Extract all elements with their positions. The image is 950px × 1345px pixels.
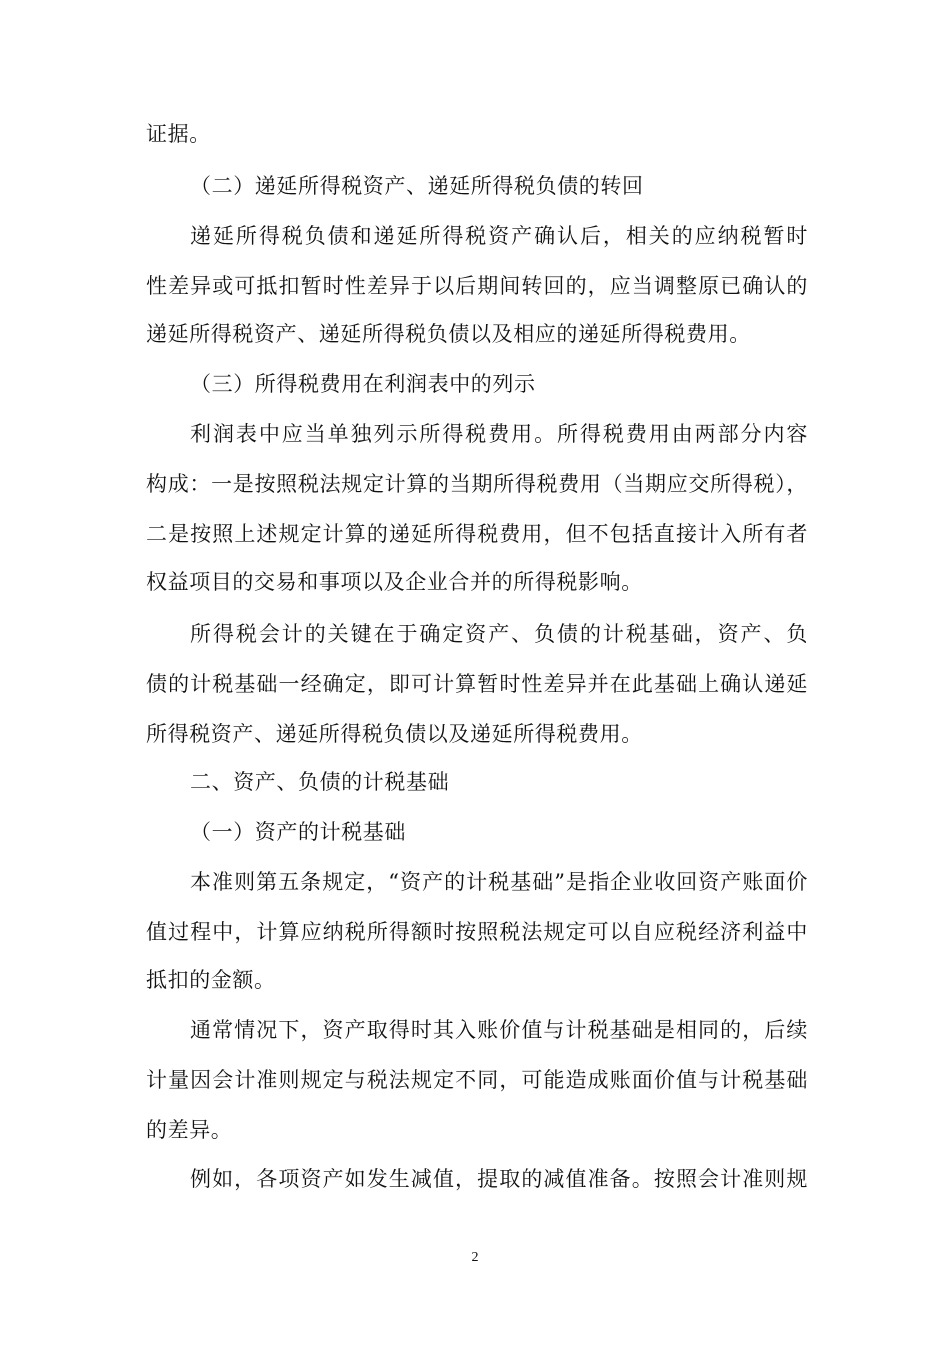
text-line-10: 权益项目的交易和事项以及企业合并的所得税影响。 (146, 570, 643, 594)
text-line-16: 本准则第五条规定，“资产的计税基础”是指企业收回资产账面价 (190, 870, 808, 894)
text-line-3: 递延所得税负债和递延所得税资产确认后，相关的应纳税暂时 (190, 224, 808, 248)
text-line-19: 通常情况下，资产取得时其入账价值与计税基础是相同的，后续 (190, 1018, 808, 1042)
text-line-22: 例如，各项资产如发生减值，提取的减值准备。按照会计准则规 (190, 1167, 808, 1191)
text-line-21: 的差异。 (146, 1118, 233, 1142)
text-line-5: 递延所得税资产、递延所得税负债以及相应的递延所得税费用。 (146, 322, 751, 346)
text-line-8: 构成：一是按照税法规定计算的当期所得税费用（当期应交所得税）， (146, 472, 808, 496)
chapter-heading-2: 二、资产、负债的计税基础 (190, 770, 450, 794)
text-line-18: 抵扣的金额。 (146, 968, 276, 992)
text-line-20: 计量因会计准则规定与税法规定不同，可能造成账面价值与计税基础 (146, 1068, 808, 1092)
text-line-13: 所得税资产、递延所得税负债以及递延所得税费用。 (146, 722, 643, 746)
text-line-7: 利润表中应当单独列示所得税费用。所得税费用由两部分内容 (190, 422, 808, 446)
section-heading-3: （三）所得税费用在利润表中的列示 (190, 372, 536, 396)
text-line-11: 所得税会计的关键在于确定资产、负债的计税基础，资产、负 (190, 622, 808, 646)
text-line-4: 性差异或可抵扣暂时性差异于以后期间转回的，应当调整原已确认的 (146, 274, 808, 298)
text-line-17: 值过程中，计算应纳税所得额时按照税法规定可以自应税经济利益中 (146, 920, 808, 944)
text-line-12: 债的计税基础一经确定，即可计算暂时性差异并在此基础上确认递延 (146, 672, 808, 696)
text-line-9: 二是按照上述规定计算的递延所得税费用，但不包括直接计入所有者 (146, 522, 808, 546)
section-heading-2: （二）递延所得税资产、递延所得税负债的转回 (190, 174, 644, 198)
page-number: 2 (471, 1250, 479, 1265)
section-heading-1: （一）资产的计税基础 (190, 820, 406, 844)
text-line-1: 证据。 (146, 122, 211, 146)
